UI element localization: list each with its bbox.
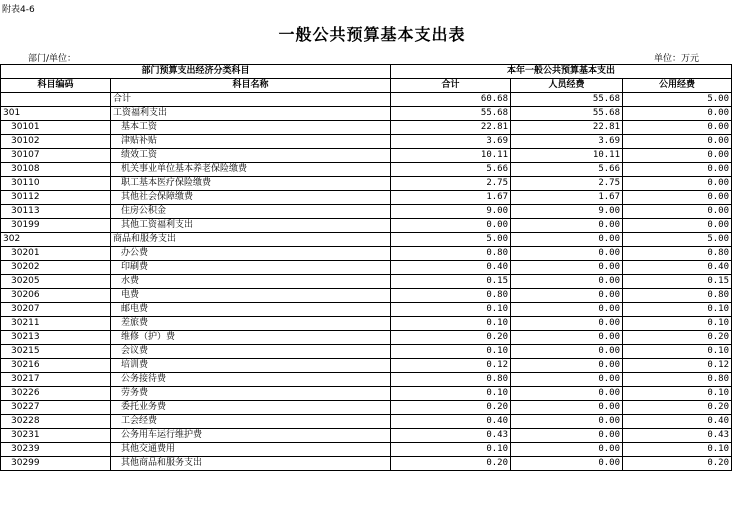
table-row bbox=[1, 429, 732, 443]
cell-name: 基本工资 bbox=[111, 121, 391, 135]
cell-name: 其他工资福利支出 bbox=[111, 219, 391, 233]
cell-public: 0.40 bbox=[623, 415, 732, 429]
cell-code: 30113 bbox=[1, 205, 111, 219]
cell-public: 0.00 bbox=[623, 205, 732, 219]
cell-name: 工资福利支出 bbox=[111, 107, 391, 121]
header-group-right: 本年一般公共预算基本支出 bbox=[391, 65, 732, 79]
col-header-personnel: 人员经费 bbox=[511, 79, 623, 93]
cell-personnel: 0.00 bbox=[511, 345, 623, 359]
table-row bbox=[1, 415, 732, 429]
table-row bbox=[1, 191, 732, 205]
table-row bbox=[1, 93, 732, 107]
cell-personnel: 0.00 bbox=[511, 219, 623, 233]
cell-public: 0.00 bbox=[623, 191, 732, 205]
table-body bbox=[1, 93, 732, 471]
cell-code: 30102 bbox=[1, 135, 111, 149]
col-header-public: 公用经费 bbox=[623, 79, 732, 93]
cell-code: 30226 bbox=[1, 387, 111, 401]
cell-code: 30199 bbox=[1, 219, 111, 233]
table-row bbox=[1, 345, 732, 359]
cell-name: 机关事业单位基本养老保险缴费 bbox=[111, 163, 391, 177]
cell-total: 0.10 bbox=[391, 443, 511, 457]
cell-name: 公务用车运行维护费 bbox=[111, 429, 391, 443]
cell-name: 津贴补贴 bbox=[111, 135, 391, 149]
table-row bbox=[1, 205, 732, 219]
table-row bbox=[1, 247, 732, 261]
cell-name: 培训费 bbox=[111, 359, 391, 373]
cell-total: 22.81 bbox=[391, 121, 511, 135]
cell-personnel: 0.00 bbox=[511, 373, 623, 387]
cell-public: 0.80 bbox=[623, 289, 732, 303]
col-header-name: 科目名称 bbox=[111, 79, 391, 93]
cell-name: 差旅费 bbox=[111, 317, 391, 331]
cell-total: 2.75 bbox=[391, 177, 511, 191]
cell-total: 0.10 bbox=[391, 345, 511, 359]
cell-personnel: 0.00 bbox=[511, 429, 623, 443]
cell-public: 5.00 bbox=[623, 93, 732, 107]
cell-total: 0.15 bbox=[391, 275, 511, 289]
cell-public: 0.20 bbox=[623, 331, 732, 345]
cell-public: 0.20 bbox=[623, 457, 732, 471]
cell-name: 合计 bbox=[111, 93, 391, 107]
table-row bbox=[1, 401, 732, 415]
cell-code: 301 bbox=[1, 107, 111, 121]
cell-total: 5.00 bbox=[391, 233, 511, 247]
cell-code: 30112 bbox=[1, 191, 111, 205]
budget-table bbox=[0, 64, 732, 471]
cell-public: 0.10 bbox=[623, 345, 732, 359]
cell-personnel: 0.00 bbox=[511, 303, 623, 317]
table-row bbox=[1, 121, 732, 135]
cell-name: 工会经费 bbox=[111, 415, 391, 429]
cell-public: 0.10 bbox=[623, 443, 732, 457]
cell-code: 30228 bbox=[1, 415, 111, 429]
cell-public: 0.00 bbox=[623, 219, 732, 233]
cell-public: 5.00 bbox=[623, 233, 732, 247]
cell-personnel: 0.00 bbox=[511, 359, 623, 373]
cell-code: 30108 bbox=[1, 163, 111, 177]
cell-code: 30217 bbox=[1, 373, 111, 387]
cell-total: 0.12 bbox=[391, 359, 511, 373]
cell-total: 0.20 bbox=[391, 331, 511, 345]
dept-label: 部门/单位： bbox=[28, 54, 77, 64]
table-row bbox=[1, 163, 732, 177]
cell-code: 30206 bbox=[1, 289, 111, 303]
cell-personnel: 22.81 bbox=[511, 121, 623, 135]
cell-total: 0.10 bbox=[391, 303, 511, 317]
cell-total: 5.66 bbox=[391, 163, 511, 177]
cell-code bbox=[1, 93, 111, 107]
cell-total: 60.68 bbox=[391, 93, 511, 107]
cell-personnel: 3.69 bbox=[511, 135, 623, 149]
col-header-total: 合计 bbox=[391, 79, 511, 93]
cell-personnel: 0.00 bbox=[511, 457, 623, 471]
table-row bbox=[1, 443, 732, 457]
cell-personnel: 0.00 bbox=[511, 443, 623, 457]
cell-personnel: 0.00 bbox=[511, 331, 623, 345]
cell-total: 55.68 bbox=[391, 107, 511, 121]
table-row bbox=[1, 261, 732, 275]
cell-total: 0.10 bbox=[391, 317, 511, 331]
cell-code: 30239 bbox=[1, 443, 111, 457]
cell-code: 30201 bbox=[1, 247, 111, 261]
cell-personnel: 0.00 bbox=[511, 387, 623, 401]
header-group-left: 部门预算支出经济分类科目 bbox=[1, 65, 391, 79]
cell-total: 0.20 bbox=[391, 457, 511, 471]
cell-total: 0.20 bbox=[391, 401, 511, 415]
cell-code: 30215 bbox=[1, 345, 111, 359]
cell-name: 其他社会保障缴费 bbox=[111, 191, 391, 205]
cell-personnel: 0.00 bbox=[511, 415, 623, 429]
table-row bbox=[1, 289, 732, 303]
cell-personnel: 0.00 bbox=[511, 289, 623, 303]
cell-total: 1.67 bbox=[391, 191, 511, 205]
cell-code: 30107 bbox=[1, 149, 111, 163]
cell-public: 0.00 bbox=[623, 177, 732, 191]
cell-public: 0.00 bbox=[623, 135, 732, 149]
cell-total: 0.43 bbox=[391, 429, 511, 443]
table-row bbox=[1, 177, 732, 191]
cell-name: 住房公积金 bbox=[111, 205, 391, 219]
cell-public: 0.40 bbox=[623, 261, 732, 275]
cell-code: 30207 bbox=[1, 303, 111, 317]
table-row bbox=[1, 373, 732, 387]
cell-code: 30211 bbox=[1, 317, 111, 331]
cell-total: 0.10 bbox=[391, 387, 511, 401]
cell-name: 商品和服务支出 bbox=[111, 233, 391, 247]
unit-label: 单位：万元 bbox=[654, 54, 700, 64]
page-title: 一般公共预算基本支出表 bbox=[278, 25, 466, 44]
table-row bbox=[1, 457, 732, 471]
table-row bbox=[1, 317, 732, 331]
table-row bbox=[1, 331, 732, 345]
table-row bbox=[1, 135, 732, 149]
cell-public: 0.10 bbox=[623, 387, 732, 401]
cell-public: 0.20 bbox=[623, 401, 732, 415]
cell-personnel: 10.11 bbox=[511, 149, 623, 163]
table-row bbox=[1, 275, 732, 289]
cell-name: 其他交通费用 bbox=[111, 443, 391, 457]
cell-total: 3.69 bbox=[391, 135, 511, 149]
cell-total: 0.80 bbox=[391, 247, 511, 261]
cell-public: 0.80 bbox=[623, 373, 732, 387]
cell-code: 30299 bbox=[1, 457, 111, 471]
cell-name: 维修（护）费 bbox=[111, 331, 391, 345]
cell-public: 0.15 bbox=[623, 275, 732, 289]
cell-total: 0.40 bbox=[391, 415, 511, 429]
cell-name: 职工基本医疗保险缴费 bbox=[111, 177, 391, 191]
cell-personnel: 1.67 bbox=[511, 191, 623, 205]
header-column-row bbox=[1, 79, 732, 93]
cell-public: 0.10 bbox=[623, 303, 732, 317]
cell-personnel: 0.00 bbox=[511, 275, 623, 289]
cell-personnel: 55.68 bbox=[511, 107, 623, 121]
cell-personnel: 0.00 bbox=[511, 247, 623, 261]
cell-code: 30216 bbox=[1, 359, 111, 373]
table-row bbox=[1, 233, 732, 247]
cell-name: 会议费 bbox=[111, 345, 391, 359]
cell-code: 30101 bbox=[1, 121, 111, 135]
cell-name: 邮电费 bbox=[111, 303, 391, 317]
cell-public: 0.10 bbox=[623, 317, 732, 331]
cell-total: 0.40 bbox=[391, 261, 511, 275]
cell-personnel: 0.00 bbox=[511, 317, 623, 331]
cell-personnel: 55.68 bbox=[511, 93, 623, 107]
col-header-code: 科目编码 bbox=[1, 79, 111, 93]
cell-code: 30110 bbox=[1, 177, 111, 191]
cell-code: 30202 bbox=[1, 261, 111, 275]
table-row bbox=[1, 387, 732, 401]
cell-name: 劳务费 bbox=[111, 387, 391, 401]
table-row bbox=[1, 303, 732, 317]
cell-personnel: 0.00 bbox=[511, 401, 623, 415]
cell-code: 30205 bbox=[1, 275, 111, 289]
cell-name: 绩效工资 bbox=[111, 149, 391, 163]
cell-name: 其他商品和服务支出 bbox=[111, 457, 391, 471]
cell-personnel: 0.00 bbox=[511, 233, 623, 247]
attachment-label: 附表4-6 bbox=[2, 5, 35, 15]
cell-public: 0.80 bbox=[623, 247, 732, 261]
cell-public: 0.43 bbox=[623, 429, 732, 443]
table-row bbox=[1, 359, 732, 373]
cell-public: 0.12 bbox=[623, 359, 732, 373]
cell-code: 30213 bbox=[1, 331, 111, 345]
cell-name: 印刷费 bbox=[111, 261, 391, 275]
cell-personnel: 0.00 bbox=[511, 261, 623, 275]
cell-personnel: 9.00 bbox=[511, 205, 623, 219]
cell-public: 0.00 bbox=[623, 163, 732, 177]
header-group-row bbox=[1, 65, 732, 79]
table-row bbox=[1, 107, 732, 121]
cell-name: 水费 bbox=[111, 275, 391, 289]
cell-public: 0.00 bbox=[623, 121, 732, 135]
cell-total: 0.00 bbox=[391, 219, 511, 233]
cell-name: 委托业务费 bbox=[111, 401, 391, 415]
cell-public: 0.00 bbox=[623, 149, 732, 163]
cell-name: 办公费 bbox=[111, 247, 391, 261]
cell-code: 30227 bbox=[1, 401, 111, 415]
cell-name: 电费 bbox=[111, 289, 391, 303]
table-row bbox=[1, 149, 732, 163]
cell-total: 0.80 bbox=[391, 289, 511, 303]
cell-total: 0.80 bbox=[391, 373, 511, 387]
cell-total: 10.11 bbox=[391, 149, 511, 163]
cell-code: 30231 bbox=[1, 429, 111, 443]
cell-code: 302 bbox=[1, 233, 111, 247]
table-row bbox=[1, 219, 732, 233]
cell-name: 公务接待费 bbox=[111, 373, 391, 387]
cell-total: 9.00 bbox=[391, 205, 511, 219]
cell-personnel: 5.66 bbox=[511, 163, 623, 177]
cell-personnel: 2.75 bbox=[511, 177, 623, 191]
cell-public: 0.00 bbox=[623, 107, 732, 121]
